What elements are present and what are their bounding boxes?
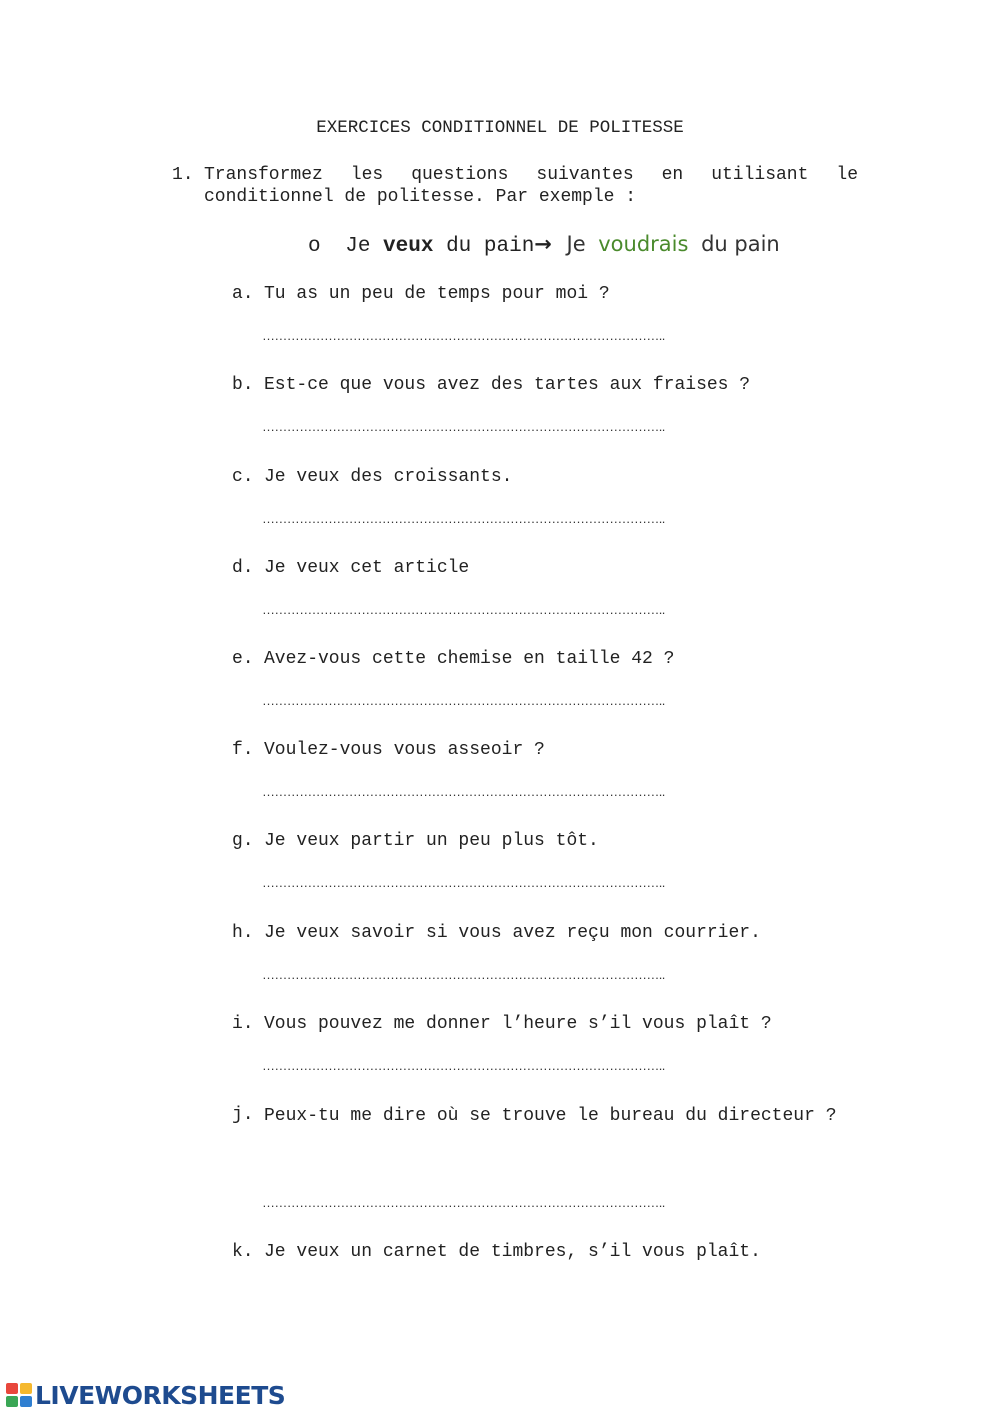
answer-field[interactable]: …………………………………………………………………………………….. — [262, 419, 665, 434]
item-letter: d. — [232, 558, 254, 578]
answer-field[interactable]: …………………………………………………………………………………….. — [262, 1058, 665, 1073]
worksheet-title: EXERCICES CONDITIONNEL DE POLITESSE — [316, 118, 684, 138]
logo-block — [6, 1396, 18, 1407]
item-letter: g. — [232, 831, 254, 851]
logo-text: LIVEWORKSHEETS — [35, 1380, 286, 1410]
item-question: Voulez-vous vous asseoir ? — [264, 740, 545, 760]
item-question: Vous pouvez me donner l’heure s’il vous plaît ? — [264, 1014, 772, 1034]
example-answer-verb: voudrais — [598, 232, 689, 256]
item-question: Je veux partir un peu plus tôt. — [264, 831, 599, 851]
answer-field[interactable]: …………………………………………………………………………………….. — [262, 328, 665, 343]
item-letter: e. — [232, 649, 254, 669]
answer-field[interactable]: …………………………………………………………………………………….. — [262, 967, 665, 982]
example-verb: veux — [383, 235, 434, 258]
item-question: Je veux savoir si vous avez reçu mon courrier. — [264, 923, 761, 943]
arrow-right-icon: → — [534, 232, 552, 256]
instruction — [172, 164, 858, 208]
answer-field[interactable]: …………………………………………………………………………………….. — [262, 875, 665, 890]
example-object: du pain — [446, 235, 535, 258]
item-letter: f. — [232, 740, 254, 760]
instruction-number: 1. — [172, 165, 194, 185]
item-letter: j. — [232, 1105, 254, 1125]
item-letter: k. — [232, 1242, 254, 1262]
logo-block — [6, 1383, 18, 1394]
logo-blocks-icon — [6, 1383, 32, 1407]
item-question: Je veux des croissants. — [264, 467, 513, 487]
answer-field[interactable]: …………………………………………………………………………………….. — [262, 784, 665, 799]
answer-field[interactable]: …………………………………………………………………………………….. — [262, 511, 665, 526]
logo-block — [20, 1383, 32, 1394]
answer-field[interactable]: …………………………………………………………………………………….. — [262, 1195, 665, 1210]
item-question: Avez-vous cette chemise en taille 42 ? — [264, 649, 675, 669]
example-line — [308, 232, 780, 258]
item-question: Je veux un carnet de timbres, s’il vous plaît. — [264, 1242, 761, 1262]
instruction-text: Transformez les questions suivantes en utilisant le conditionnel de politesse. Par exemple : — [204, 165, 858, 207]
item-question: Est-ce que vous avez des tartes aux fraises ? — [264, 375, 751, 395]
item-question: Peux-tu me dire où se trouve le bureau du directeur ? — [264, 1106, 837, 1126]
example-answer-object: du pain — [701, 232, 780, 256]
item-letter: h. — [232, 923, 254, 943]
item-letter: i. — [232, 1014, 254, 1034]
liveworksheets-logo[interactable] — [6, 1380, 285, 1410]
answer-field[interactable]: …………………………………………………………………………………….. — [262, 693, 665, 708]
example-subject: Je — [345, 235, 371, 258]
item-question: Je veux cet article — [264, 558, 470, 578]
item-letter: a. — [232, 284, 254, 304]
item-question: Tu as un peu de temps pour moi ? — [264, 284, 610, 304]
item-letter: c. — [232, 467, 254, 487]
answer-field[interactable]: …………………………………………………………………………………….. — [262, 602, 665, 617]
example-answer-subject: Je — [566, 232, 586, 256]
item-letter: b. — [232, 375, 254, 395]
example-bullet: o — [308, 235, 321, 258]
logo-block — [20, 1396, 32, 1407]
